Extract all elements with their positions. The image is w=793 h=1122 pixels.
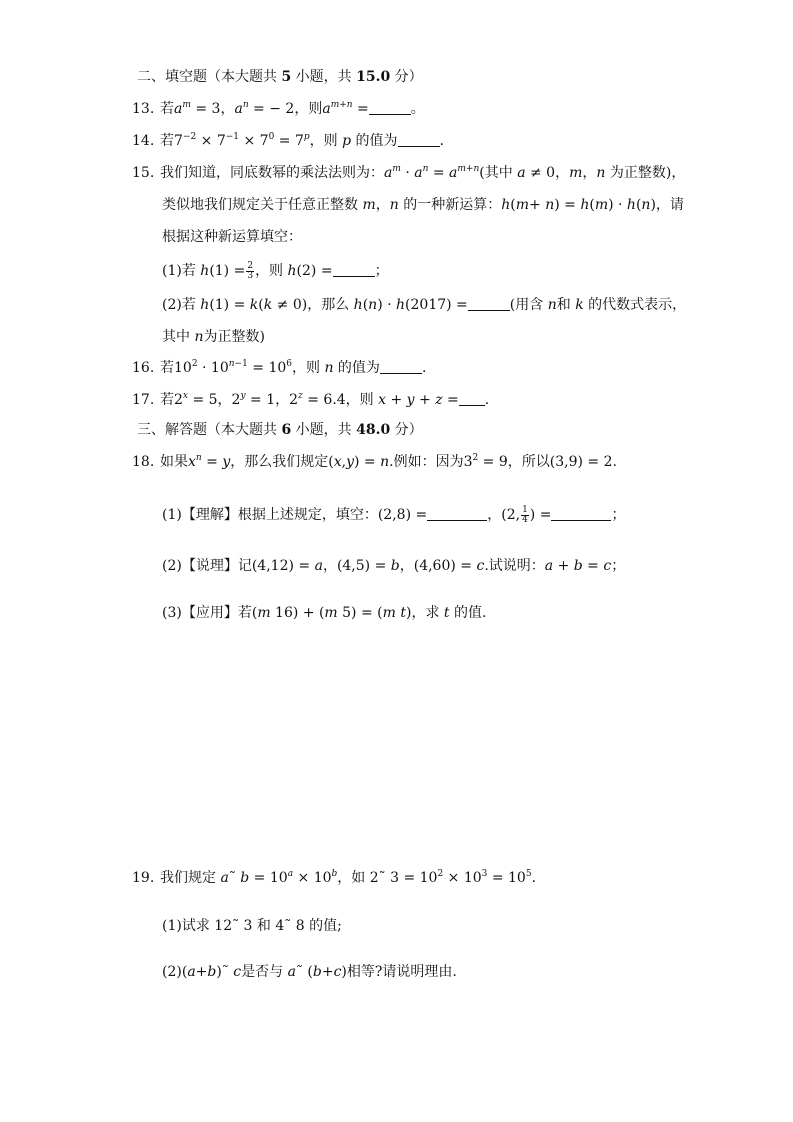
answer-blank[interactable] bbox=[551, 506, 611, 521]
answer-blank[interactable] bbox=[380, 359, 422, 374]
question-15-part-2-cont: 其中 n为正整数) bbox=[162, 329, 265, 345]
answer-blank[interactable] bbox=[427, 506, 487, 521]
question-18: 18. 如果$x^n = y$，那么我们规定(x,y) = n.例如：因为$3^2 = 9$，所以(3,9) = 2. bbox=[132, 453, 617, 470]
question-18-part-1: (1)【理解】根据上述规定，填空：(2,8) = ，(2, $\frac{1}{4}$ ) = ； bbox=[162, 504, 626, 525]
answer-blank[interactable] bbox=[369, 100, 411, 115]
question-17: 17. 若$2^x = 5$，$2^y = 1$，$2^z = 6.4$，则 x + y + z = . bbox=[132, 391, 490, 408]
question-15-part-2: (2)若 h(1) = k(k ≠ 0)，那么 h(n) · h(2017) = (用含 n和 k 的代数式表示， bbox=[162, 297, 687, 313]
question-19-part-2: (2)(a+b)˜ c是否与 a˜ (b+c)相等?请说明理由. bbox=[162, 964, 457, 980]
question-16: 16. 若$10^2 \cdot 10^{n-1} = 10^6$，则 n 的值为 . bbox=[132, 359, 427, 376]
question-15-part-1: (1)若 h(1) = $\frac{2}{3}$ ，则 h(2) = ； bbox=[162, 260, 389, 281]
question-19-part-1: (1)试求 12˜ 3 和 4˜ 8 的值; bbox=[162, 918, 342, 934]
section-heading-fill-blank: 二、填空题（本大题共 5 小题，共 15.0 分） bbox=[137, 69, 423, 85]
answer-blank[interactable] bbox=[459, 391, 485, 406]
answer-blank[interactable] bbox=[468, 296, 510, 311]
question-18-part-2: (2)【说理】记(4,12) = a，(4,5) = b，(4,60) = c.试说明：a + b = c； bbox=[162, 558, 626, 574]
answer-blank[interactable] bbox=[333, 262, 375, 277]
question-15-line-2: 类似地我们规定关于任意正整数 m，n 的一种新运算：h(m+ n) = h(m) · h(n)，请 bbox=[162, 197, 684, 213]
question-18-part-3: (3)【应用】若(m 16) + (m 5) = (m t)，求 t 的值. bbox=[162, 605, 487, 621]
fraction-one-quarter: $\frac{1}{4}$ bbox=[522, 504, 528, 525]
section-heading-solve: 三、解答题（本大题共 6 小题，共 48.0 分） bbox=[137, 422, 423, 438]
fraction-two-thirds: $\frac{2}{3}$ bbox=[247, 260, 254, 281]
question-13: 13. 若$a^m = 3$，$a^n$ = − 2，则$a^{m+n}$ = 。 bbox=[132, 100, 425, 117]
question-14: 14. 若$7^{-2} \times 7^{-1} \times 7^0 = 7^p$，则 p 的值为 . bbox=[132, 132, 444, 149]
question-19: 19. 我们规定 a˜ $b = 10^a \times 10^b$，如 2˜ $3 = 10^2 \times 10^3 = 10^5$. bbox=[132, 869, 537, 886]
question-15-line-3: 根据这种新运算填空： bbox=[162, 229, 302, 245]
question-15: 15. 我们知道，同底数幂的乘法法则为：$a^m \cdot a^n = a^{m+n}$(其中 a ≠ 0，m，n 为正整数)， bbox=[132, 164, 686, 181]
answer-blank[interactable] bbox=[398, 132, 440, 147]
